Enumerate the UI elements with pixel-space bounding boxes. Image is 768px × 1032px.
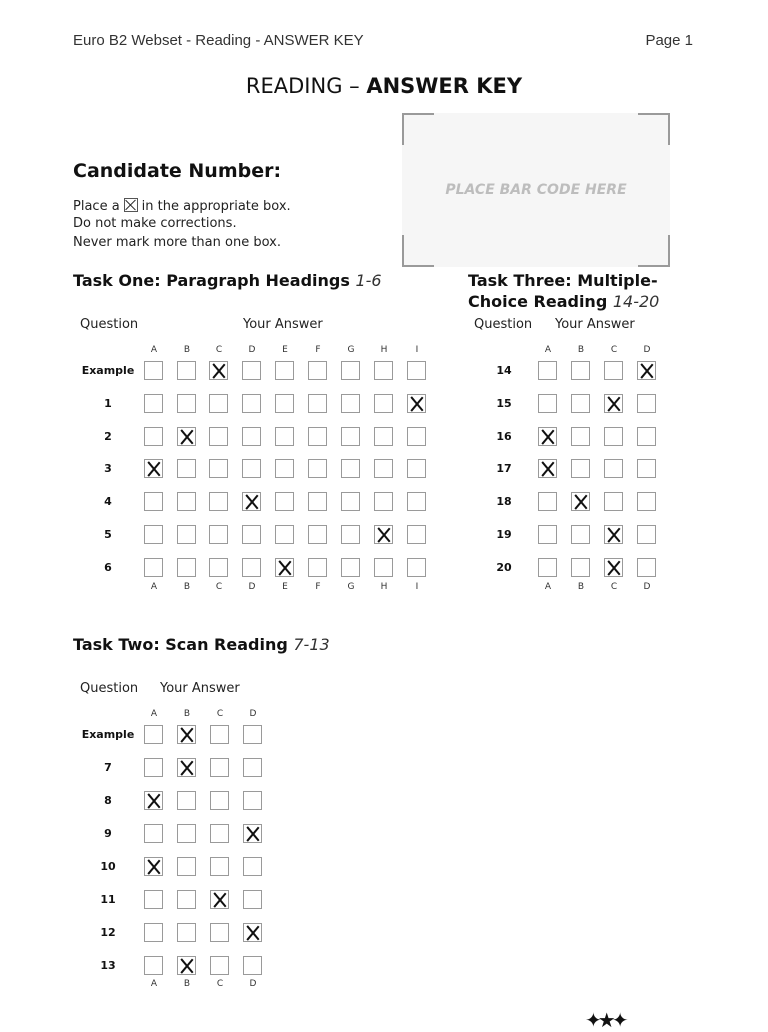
task-two-title xyxy=(73,634,330,655)
answer-checkbox[interactable] xyxy=(177,361,196,380)
task-title-text: Task Three: Multiple- xyxy=(468,271,658,290)
column-letter-top: A xyxy=(150,345,158,355)
page-title-bold: ANSWER KEY xyxy=(366,74,523,98)
answer-checkbox[interactable] xyxy=(177,525,196,544)
question-label: 7 xyxy=(104,761,112,774)
answer-checkbox-marked[interactable] xyxy=(177,427,196,446)
answer-checkbox[interactable] xyxy=(308,558,327,577)
column-letter-top: D xyxy=(249,709,257,719)
column-letter-bottom: B xyxy=(183,582,191,592)
column-letter-bottom: D xyxy=(249,979,257,989)
column-letter-top: B xyxy=(183,709,191,719)
answer-checkbox[interactable] xyxy=(242,394,261,413)
answer-checkbox[interactable] xyxy=(275,492,294,511)
answer-checkbox[interactable] xyxy=(209,492,228,511)
column-letter-top: E xyxy=(282,345,288,355)
answer-checkbox-marked[interactable] xyxy=(209,361,228,380)
column-letter-top: C xyxy=(216,709,224,719)
answer-checkbox-marked[interactable] xyxy=(144,791,163,810)
task-title-text: Task One: Paragraph Headings xyxy=(73,271,356,290)
question-label: 4 xyxy=(104,495,112,508)
question-label: Example xyxy=(81,364,135,377)
answer-checkbox[interactable] xyxy=(177,459,196,478)
answer-checkbox-marked[interactable] xyxy=(177,956,196,975)
answer-checkbox[interactable] xyxy=(374,492,393,511)
column-letter-bottom: C xyxy=(216,979,224,989)
answer-checkbox[interactable] xyxy=(341,558,360,577)
question-label: Example xyxy=(81,728,135,741)
column-letter-top: G xyxy=(347,345,355,355)
answer-checkbox[interactable] xyxy=(538,525,557,544)
answer-checkbox[interactable] xyxy=(177,923,196,942)
corner-mark xyxy=(402,113,434,145)
column-letter-top: I xyxy=(415,345,419,355)
question-header: Question xyxy=(80,317,139,332)
question-label: 13 xyxy=(100,959,116,972)
answer-header: Your Answer xyxy=(555,317,635,332)
column-letter-bottom: A xyxy=(544,582,552,592)
answer-checkbox[interactable] xyxy=(308,459,327,478)
answer-checkbox[interactable] xyxy=(144,394,163,413)
page-title-normal: READING – xyxy=(245,74,367,98)
answer-checkbox[interactable] xyxy=(210,758,229,777)
task-title-text: Choice Reading xyxy=(468,292,613,311)
answer-checkbox-marked[interactable] xyxy=(144,857,163,876)
instruction-line-1 xyxy=(73,198,291,214)
stars-logo-icon: ✦★✦ xyxy=(585,1008,625,1032)
answer-checkbox-marked[interactable] xyxy=(604,558,623,577)
question-label: 15 xyxy=(496,397,512,410)
answer-checkbox-marked[interactable] xyxy=(210,890,229,909)
column-letter-bottom: D xyxy=(248,582,256,592)
answer-checkbox[interactable] xyxy=(604,459,623,478)
question-label: 8 xyxy=(104,794,112,807)
corner-mark xyxy=(638,235,670,267)
answer-checkbox[interactable] xyxy=(407,459,426,478)
answer-checkbox[interactable] xyxy=(144,725,163,744)
answer-checkbox[interactable] xyxy=(407,427,426,446)
answer-checkbox[interactable] xyxy=(144,923,163,942)
answer-checkbox[interactable] xyxy=(538,361,557,380)
answer-checkbox-marked[interactable] xyxy=(144,459,163,478)
answer-checkbox[interactable] xyxy=(210,791,229,810)
answer-checkbox[interactable] xyxy=(144,824,163,843)
answer-checkbox[interactable] xyxy=(374,361,393,380)
column-letter-top: F xyxy=(315,345,321,355)
answer-checkbox-marked[interactable] xyxy=(604,394,623,413)
answer-checkbox[interactable] xyxy=(275,394,294,413)
question-label: 20 xyxy=(496,561,512,574)
answer-checkbox[interactable] xyxy=(374,558,393,577)
answer-checkbox[interactable] xyxy=(210,923,229,942)
answer-checkbox-marked[interactable] xyxy=(242,492,261,511)
answer-checkbox[interactable] xyxy=(538,394,557,413)
answer-checkbox-marked[interactable] xyxy=(243,824,262,843)
answer-checkbox[interactable] xyxy=(275,459,294,478)
answer-checkbox[interactable] xyxy=(374,394,393,413)
question-label: 14 xyxy=(496,364,512,377)
column-letter-top: B xyxy=(183,345,191,355)
answer-header: Your Answer xyxy=(243,317,323,332)
answer-checkbox[interactable] xyxy=(209,394,228,413)
barcode-label: PLACE BAR CODE HERE xyxy=(445,182,627,198)
column-letter-bottom: C xyxy=(215,582,223,592)
answer-checkbox[interactable] xyxy=(341,361,360,380)
column-letter-bottom: G xyxy=(347,582,355,592)
answer-checkbox[interactable] xyxy=(177,857,196,876)
answer-checkbox[interactable] xyxy=(210,824,229,843)
answer-checkbox[interactable] xyxy=(308,361,327,380)
answer-checkbox[interactable] xyxy=(637,459,656,478)
column-letter-bottom: D xyxy=(643,582,651,592)
answer-checkbox[interactable] xyxy=(209,427,228,446)
answer-checkbox[interactable] xyxy=(538,558,557,577)
question-label: 1 xyxy=(104,397,112,410)
answer-checkbox[interactable] xyxy=(407,525,426,544)
answer-checkbox[interactable] xyxy=(308,525,327,544)
task-range: 14-20 xyxy=(612,292,660,311)
column-letter-top: A xyxy=(544,345,552,355)
answer-checkbox[interactable] xyxy=(374,459,393,478)
column-letter-bottom: B xyxy=(577,582,585,592)
answer-checkbox[interactable] xyxy=(144,558,163,577)
answer-checkbox[interactable] xyxy=(341,525,360,544)
answer-checkbox[interactable] xyxy=(177,791,196,810)
answer-checkbox[interactable] xyxy=(275,361,294,380)
task-three-title xyxy=(468,270,659,312)
answer-checkbox[interactable] xyxy=(341,427,360,446)
column-letter-bottom: A xyxy=(150,582,158,592)
answer-checkbox[interactable] xyxy=(209,558,228,577)
answer-checkbox[interactable] xyxy=(144,492,163,511)
answer-checkbox[interactable] xyxy=(604,361,623,380)
answer-checkbox[interactable] xyxy=(242,525,261,544)
answer-checkbox[interactable] xyxy=(242,558,261,577)
answer-checkbox-marked[interactable] xyxy=(604,525,623,544)
instruction-text: Place a xyxy=(73,199,120,214)
answer-checkbox-marked[interactable] xyxy=(637,361,656,380)
question-label: 16 xyxy=(496,430,512,443)
answer-checkbox[interactable] xyxy=(275,525,294,544)
answer-checkbox[interactable] xyxy=(341,394,360,413)
question-label: 17 xyxy=(496,462,512,475)
answer-checkbox[interactable] xyxy=(604,492,623,511)
answer-checkbox[interactable] xyxy=(243,725,262,744)
answer-checkbox[interactable] xyxy=(407,492,426,511)
answer-checkbox[interactable] xyxy=(209,459,228,478)
column-letter-bottom: F xyxy=(315,582,321,592)
corner-mark xyxy=(402,235,434,267)
answer-checkbox-marked[interactable] xyxy=(538,459,557,478)
answer-checkbox[interactable] xyxy=(637,492,656,511)
column-letter-top: C xyxy=(610,345,618,355)
answer-checkbox-marked[interactable] xyxy=(571,492,590,511)
answer-checkbox[interactable] xyxy=(604,427,623,446)
answer-checkbox-marked[interactable] xyxy=(374,525,393,544)
question-header: Question xyxy=(80,681,139,696)
column-letter-bottom: B xyxy=(183,979,191,989)
answer-checkbox[interactable] xyxy=(341,459,360,478)
task-range: 7-13 xyxy=(293,635,330,654)
answer-checkbox-marked[interactable] xyxy=(538,427,557,446)
answer-checkbox[interactable] xyxy=(209,525,228,544)
corner-mark xyxy=(638,113,670,145)
answer-checkbox[interactable] xyxy=(637,558,656,577)
answer-checkbox[interactable] xyxy=(571,361,590,380)
answer-checkbox[interactable] xyxy=(571,525,590,544)
answer-checkbox[interactable] xyxy=(637,427,656,446)
answer-checkbox[interactable] xyxy=(242,427,261,446)
answer-checkbox[interactable] xyxy=(144,525,163,544)
answer-checkbox[interactable] xyxy=(177,558,196,577)
answer-checkbox[interactable] xyxy=(243,758,262,777)
question-label: 9 xyxy=(104,827,112,840)
task-range: 1-6 xyxy=(355,271,382,290)
question-label: 5 xyxy=(104,528,112,541)
answer-checkbox[interactable] xyxy=(210,725,229,744)
question-label: 18 xyxy=(496,495,512,508)
answer-checkbox[interactable] xyxy=(144,758,163,777)
task-title-text: Task Two: Scan Reading xyxy=(73,635,294,654)
question-label: 19 xyxy=(496,528,512,541)
column-letter-top: D xyxy=(643,345,651,355)
column-letter-top: D xyxy=(248,345,256,355)
instruction-line-3: Never mark more than one box. xyxy=(73,235,281,250)
answer-checkbox[interactable] xyxy=(177,394,196,413)
answer-checkbox[interactable] xyxy=(571,427,590,446)
answer-header: Your Answer xyxy=(160,681,240,696)
answer-checkbox[interactable] xyxy=(242,459,261,478)
answer-checkbox[interactable] xyxy=(144,427,163,446)
crossed-box-icon xyxy=(124,198,138,212)
answer-checkbox[interactable] xyxy=(243,791,262,810)
column-letter-bottom: E xyxy=(282,582,288,592)
task-title-line-2 xyxy=(468,291,659,312)
question-header: Question xyxy=(474,317,533,332)
answer-checkbox[interactable] xyxy=(243,857,262,876)
column-letter-top: A xyxy=(150,709,158,719)
column-letter-bottom: A xyxy=(150,979,158,989)
question-label: 12 xyxy=(100,926,116,939)
column-letter-top: H xyxy=(380,345,388,355)
answer-checkbox[interactable] xyxy=(637,525,656,544)
question-label: 3 xyxy=(104,462,112,475)
answer-checkbox[interactable] xyxy=(242,361,261,380)
answer-checkbox[interactable] xyxy=(144,361,163,380)
answer-checkbox[interactable] xyxy=(275,427,294,446)
instruction-line-2: Do not make corrections. xyxy=(73,216,237,231)
column-letter-bottom: H xyxy=(380,582,388,592)
column-letter-bottom: I xyxy=(415,582,419,592)
question-label: 11 xyxy=(100,893,116,906)
answer-checkbox[interactable] xyxy=(210,857,229,876)
question-label: 2 xyxy=(104,430,112,443)
document-header-title: Euro B2 Webset - Reading - ANSWER KEY xyxy=(73,32,364,49)
answer-checkbox-marked[interactable] xyxy=(275,558,294,577)
answer-checkbox[interactable] xyxy=(308,394,327,413)
column-letter-top: C xyxy=(215,345,223,355)
answer-checkbox[interactable] xyxy=(538,492,557,511)
question-label: 10 xyxy=(100,860,116,873)
column-letter-bottom: C xyxy=(610,582,618,592)
answer-checkbox[interactable] xyxy=(144,890,163,909)
answer-checkbox-marked[interactable] xyxy=(407,394,426,413)
instruction-text: in the appropriate box. xyxy=(141,199,291,214)
answer-checkbox-marked[interactable] xyxy=(177,725,196,744)
candidate-number-label: Candidate Number: xyxy=(73,160,282,182)
answer-checkbox[interactable] xyxy=(243,890,262,909)
answer-checkbox[interactable] xyxy=(210,956,229,975)
column-letter-top: B xyxy=(577,345,585,355)
answer-checkbox[interactable] xyxy=(571,459,590,478)
answer-checkbox[interactable] xyxy=(407,558,426,577)
answer-checkbox[interactable] xyxy=(571,558,590,577)
answer-checkbox-marked[interactable] xyxy=(243,923,262,942)
answer-checkbox[interactable] xyxy=(341,492,360,511)
answer-checkbox[interactable] xyxy=(407,361,426,380)
barcode-area xyxy=(402,113,670,267)
question-label: 6 xyxy=(104,561,112,574)
answer-checkbox[interactable] xyxy=(308,492,327,511)
answer-checkbox[interactable] xyxy=(308,427,327,446)
answer-checkbox[interactable] xyxy=(177,890,196,909)
answer-checkbox[interactable] xyxy=(144,956,163,975)
answer-checkbox[interactable] xyxy=(571,394,590,413)
answer-checkbox[interactable] xyxy=(243,956,262,975)
answer-checkbox[interactable] xyxy=(374,427,393,446)
page-number: Page 1 xyxy=(645,32,693,49)
answer-checkbox-marked[interactable] xyxy=(177,758,196,777)
answer-checkbox[interactable] xyxy=(177,492,196,511)
page-title xyxy=(0,74,768,98)
answer-checkbox[interactable] xyxy=(177,824,196,843)
task-one-title xyxy=(73,270,382,291)
answer-checkbox[interactable] xyxy=(637,394,656,413)
